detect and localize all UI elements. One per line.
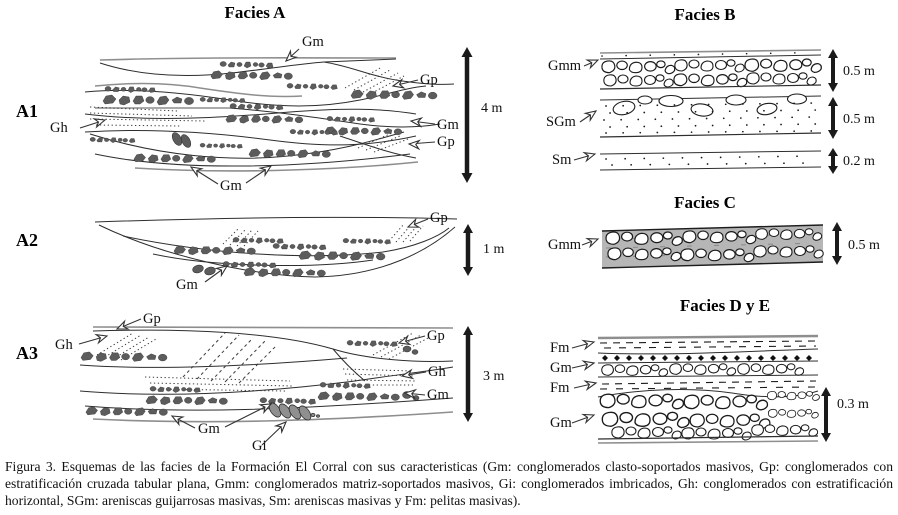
facies-de-label-gm2: Gm: [550, 415, 572, 431]
a2-large-clasts: [192, 264, 217, 276]
facies-de-label-gm1: Gm: [550, 360, 572, 376]
a3-strata-lines: [97, 333, 428, 391]
facies-c-thickness-arrow: [832, 222, 842, 265]
a2-diagram: [93, 212, 465, 305]
a1-scale-arrow: [455, 44, 517, 186]
a2-strata-lines: [223, 224, 423, 246]
a3-diagram: [35, 303, 465, 455]
sm-sand-dots: [606, 156, 814, 165]
a2-scale-arrow: [455, 222, 517, 278]
diamond-row: [602, 355, 812, 361]
facies-de-label-fm2: Fm: [550, 380, 570, 396]
a1-label-gm-mid: Gm: [437, 117, 459, 133]
a2-scale-label: 1 m: [483, 242, 505, 257]
section-label-a3: A3: [16, 343, 38, 363]
facies-b-thickness-arrows: [828, 49, 838, 174]
facies-a-title: Facies A: [224, 3, 286, 22]
section-label-a1: A1: [16, 101, 38, 121]
a1-scale-label: 4 m: [481, 101, 503, 116]
a3-label-gh-right: Gh: [428, 364, 446, 380]
fm-dashes-mid: [600, 381, 816, 389]
facies-c-title: Facies C: [674, 193, 736, 212]
a1-label-gm-top: Gm: [302, 34, 324, 50]
a1-label-gp-right: Gp: [420, 72, 438, 88]
a3-annotation-arrows: [79, 319, 426, 445]
facies-c-label-gmm: Gmm: [548, 237, 582, 253]
a3-label-gh-left: Gh: [55, 337, 73, 353]
section-label-a2: A2: [16, 230, 38, 250]
a3-scale-arrow: [455, 324, 517, 424]
a3-label-gm-right: Gm: [427, 387, 449, 403]
facies-b-thickness-3: 0.2 m: [843, 154, 875, 169]
a2-label-gm: Gm: [176, 277, 198, 293]
fm-dashes-top: [600, 341, 816, 348]
a3-cross-beds: [183, 333, 277, 383]
a3-label-gi: Gi: [252, 438, 267, 454]
facies-b-label-gmm: Gmm: [548, 58, 582, 74]
facies-b-label-sgm: SGm: [546, 114, 576, 130]
a1-label-gp-mid: Gp: [437, 134, 455, 150]
a3-scale-label: 3 m: [483, 369, 505, 384]
a2-label-gp: Gp: [430, 212, 448, 226]
facies-c-thickness: 0.5 m: [848, 238, 880, 253]
facies-de-title: Facies D y E: [679, 296, 771, 315]
a3-label-gp-right: Gp: [427, 328, 445, 344]
a3-label-gp-left: Gp: [143, 311, 161, 327]
facies-c-diagram: [540, 218, 892, 276]
facies-b-diagram: [540, 42, 892, 176]
facies-de-label-fm1: Fm: [550, 340, 570, 356]
facies-de-diagram: [540, 330, 892, 450]
facies-de-thickness: 0.3 m: [837, 397, 869, 412]
facies-b-thickness-2: 0.5 m: [843, 112, 875, 127]
a3-label-gm-bottom: Gm: [198, 421, 220, 437]
a1-label-gm-bottom: Gm: [220, 178, 242, 194]
facies-b-thickness-1: 0.5 m: [843, 64, 875, 79]
facies-b-label-sm: Sm: [552, 152, 572, 168]
facies-b-annotation-arrows: [574, 60, 598, 160]
figure-caption: Figura 3. Esquemas de las facies de la Formación El Corral con sus caracteristicas (Gm: conglomerados clasto-soportados masivos, Gp: conglomerados con estratificación cruzada tabular plana, Gmm: conglomerados matriz-soportados masivos, Gi: conglomerados imbricados, Gh: conglomerados con estratificación horizontal, SGm: areniscas guijarrosas masivas, Sm: areniscas masivas y Fm: pelitas masivas).: [5, 459, 893, 508]
a1-diagram: [40, 28, 460, 198]
facies-b-title: Facies B: [674, 5, 736, 24]
a1-label-gh-left: Gh: [50, 120, 68, 136]
facies-de-thickness-arrow: [821, 387, 831, 442]
a1-imbricated-clasts: [170, 131, 193, 149]
